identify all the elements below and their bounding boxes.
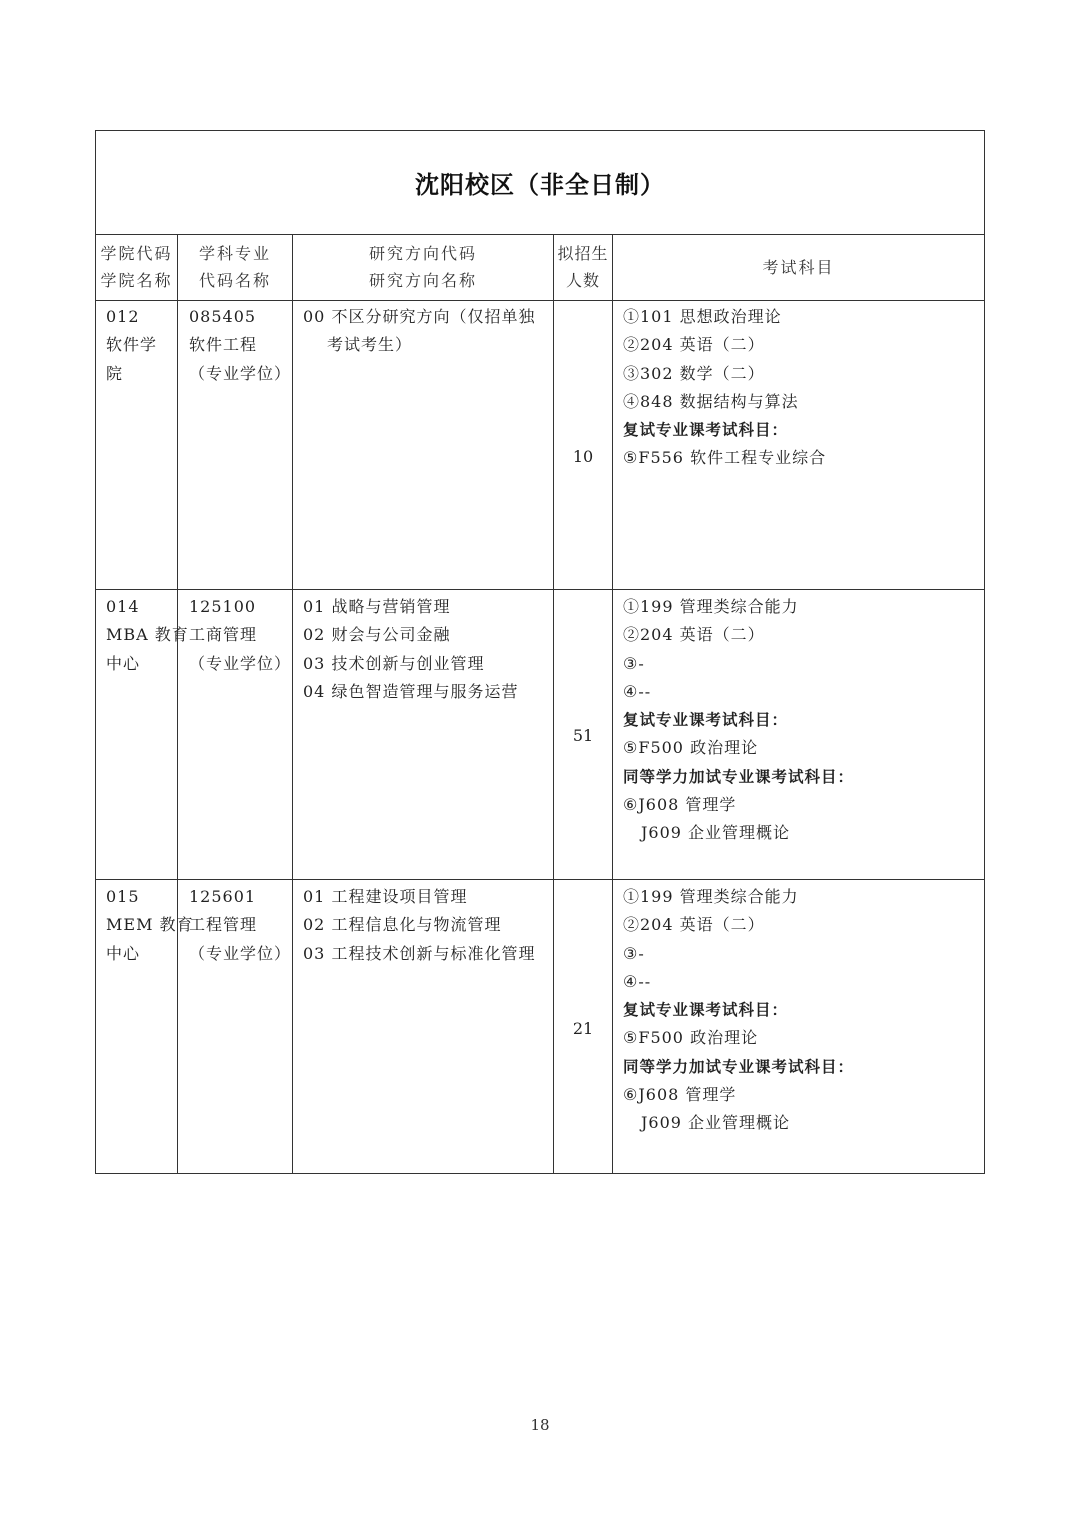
- page-number: 18: [530, 1416, 550, 1434]
- table-row-2-exams: ①199 管理类综合能力 ②204 英语（二） ③- ④-- 复试专业课考试科目： ⑤F500 政治理论 同等学力加试专业课考试科目： ⑥J608 管理学 J609 企业管理概论: [623, 597, 855, 843]
- table-row-3-college: 015 MEM 教育 中心: [106, 887, 194, 963]
- row-divider-2: [96, 879, 984, 880]
- header-exams: 考试科目: [762, 257, 835, 277]
- title-row: [96, 131, 984, 235]
- row-divider-1: [96, 589, 984, 590]
- table-title: 沈阳校区（非全日制）: [415, 171, 665, 199]
- table-row-1-major: 085405 软件工程 （专业学位）: [189, 307, 292, 383]
- header-college: 学院代码 学院名称: [100, 244, 173, 290]
- col-divider-2: [292, 234, 293, 1174]
- table-row-2-directions: 01 战略与营销管理 02 财会与公司金融 03 技术创新与创业管理 04 绿色智造管理与服务运营: [303, 597, 519, 701]
- table-row-1-directions: 00 不区分研究方向（仅招单独 考试考生）: [303, 307, 536, 355]
- table-row-3-quota: 21: [572, 1019, 594, 1038]
- table-row-3-exams: ①199 管理类综合能力 ②204 英语（二） ③- ④-- 复试专业课考试科目： ⑤F500 政治理论 同等学力加试专业课考试科目： ⑥J608 管理学 J609 企业管理概论: [623, 887, 855, 1133]
- table-row-1-college: 012 软件学 院: [106, 307, 158, 383]
- header-direction: 研究方向代码 研究方向名称: [368, 244, 477, 290]
- table-row-2-quota: 51: [572, 726, 594, 745]
- table-row-2-college: 014 MBA 教育 中心: [106, 597, 189, 673]
- table-row-1-exams: ①101 思想政治理论 ②204 英语（二） ③302 数学（二） ④848 数据结构与算法 复试专业课考试科目： ⑤F556 软件工程专业综合: [623, 307, 827, 468]
- admissions-table: [95, 130, 985, 1174]
- col-divider-4: [612, 234, 613, 1174]
- table-row-1-quota: 10: [572, 447, 594, 466]
- table-row-3-directions: 01 工程建设项目管理 02 工程信息化与物流管理 03 工程技术创新与标准化管理: [303, 887, 536, 963]
- header-major: 学科专业 代码名称: [198, 244, 271, 290]
- header-quota: 拟招生 人数: [557, 244, 609, 290]
- header-divider: [96, 300, 984, 301]
- table-row-2-major: 125100 工商管理 （专业学位）: [189, 597, 292, 673]
- table-row-3-major: 125601 工程管理 （专业学位）: [189, 887, 292, 963]
- col-divider-1: [177, 234, 178, 1174]
